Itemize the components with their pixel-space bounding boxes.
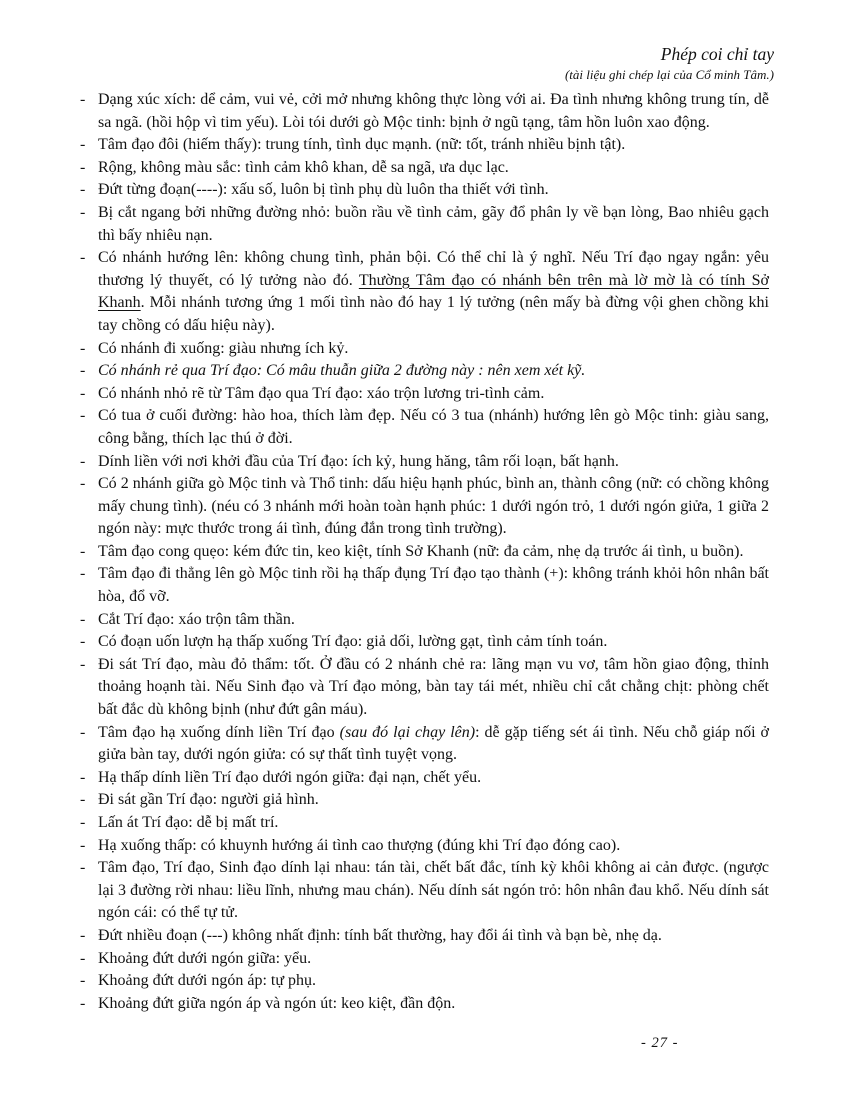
- text-segment-normal: Có nhánh hướng lên: không chung tình, phản bội. Có thể chỉ là ý nghĩ. Nếu Trí đạo ngay ngắn: yêu thương lý thuyết, có lý tưởng nào đó.: [98, 249, 769, 289]
- text-segment-normal: Lấn át Trí đạo: dễ bị mất trí.: [98, 814, 279, 831]
- list-item: [79, 789, 769, 812]
- bullet-dash: -: [80, 339, 86, 357]
- list-item: [79, 360, 769, 383]
- list-item-text: [98, 159, 509, 176]
- text-segment-normal: Dính liền với nơi khởi đầu của Trí đạo: ích kỷ, hung hăng, tâm rối loạn, bất hạnh.: [98, 452, 619, 470]
- bullet-dash: -: [80, 610, 86, 628]
- text-segment-normal: Khoảng đứt dưới ngón áp: tự phụ.: [98, 972, 317, 990]
- list-item: [79, 609, 769, 632]
- bullet-dash: -: [80, 475, 86, 493]
- list-item: [79, 563, 769, 608]
- list-item-text: [98, 633, 607, 650]
- bullet-dash: -: [80, 859, 86, 877]
- list-item: [79, 541, 769, 564]
- list-item: [79, 812, 769, 835]
- list-item-text: [98, 340, 348, 357]
- bullet-dash: -: [80, 655, 86, 673]
- list-item: [79, 835, 769, 858]
- bullet-list: [79, 89, 769, 1015]
- text-segment-normal: Tâm đạo, Trí đạo, Sinh đạo dính lại nhau: tán tài, chết bất đắc, tính kỳ khôi không ai cản được. (ngược lại 3 đường rời nhau: liều lĩnh, nhưng mau chán). Nếu dính sát ngón trỏ: hôn nhân đau khổ. Nếu dính sát ngón cái: có thể tự tử.: [98, 859, 769, 922]
- list-item: [79, 857, 769, 925]
- list-item: [79, 451, 769, 474]
- bullet-dash: -: [80, 633, 86, 651]
- bullet-dash: -: [80, 452, 86, 470]
- text-segment-normal: Đứt nhiều đoạn (---) không nhất định: tính bất thường, hay đổi ái tình và bạn bè, nhẹ dạ.: [98, 926, 662, 944]
- text-segment-normal: Có đoạn uốn lượn hạ thấp xuống Trí đạo: giả dối, lường gạt, tình cảm tính toán.: [98, 633, 608, 651]
- text-segment-normal: Tâm đạo hạ xuống dính liền Trí đạo: [98, 723, 340, 741]
- list-item-text: [98, 724, 769, 764]
- bullet-dash: -: [80, 791, 86, 809]
- bullet-dash: -: [80, 384, 86, 402]
- list-item-text: [98, 950, 311, 967]
- list-item-text: [98, 362, 585, 379]
- list-item: [79, 993, 769, 1016]
- text-segment-normal: Đứt từng đoạn(----): xấu số, luôn bị tình phụ dù luôn tha thiết với tình.: [98, 181, 549, 199]
- bullet-dash: -: [80, 91, 86, 108]
- text-segment-normal: Tâm đạo đi thẳng lên gò Mộc tinh rồi hạ thấp đụng Trí đạo tạo thành (+): không tránh khỏi hôn nhân bất hòa, đổ vỡ.: [98, 565, 769, 606]
- bullet-dash: -: [80, 836, 86, 854]
- list-item-text: [98, 995, 455, 1012]
- text-segment-normal: Rộng, không màu sắc: tình cảm khô khan, dễ sa ngã, ưa dục lạc.: [98, 158, 509, 176]
- page-number: - 27 -: [641, 1035, 679, 1051]
- list-item: [79, 179, 769, 202]
- text-segment-normal: : dễ gặp tiếng sét ái tình. Nếu chỗ giáp nối ở giửa bàn tay, dưới ngón giửa: có sự thất tình tuyệt vọng.: [98, 723, 769, 764]
- text-segment-italic: (sau đó lại chạy lên): [339, 723, 476, 741]
- bullet-dash: -: [80, 994, 86, 1012]
- list-item-text: [98, 656, 769, 718]
- list-item: [79, 631, 769, 654]
- list-item-text: [98, 407, 769, 447]
- list-item: [79, 202, 769, 247]
- list-item: [79, 473, 769, 541]
- text-segment-normal: Tâm đạo đôi (hiếm thấy): trung tính, tình dục mạnh. (nữ: tốt, tránh nhiều bịnh tật).: [98, 136, 626, 154]
- bullet-dash: -: [80, 362, 86, 380]
- list-item-text: [98, 611, 295, 628]
- text-segment-italic: Có nhánh rẻ qua Trí đạo: Có mâu thuẫn giữa 2 đường này : nên xem xét kỹ.: [98, 362, 586, 380]
- list-item: [79, 383, 769, 406]
- list-item-text: [98, 791, 319, 808]
- text-segment-normal: Khoảng đứt dưới ngón giữa: yểu.: [98, 949, 312, 967]
- list-item-text: [98, 204, 769, 244]
- text-segment-normal: Có tua ở cuối đường: hào hoa, thích làm đẹp. Nếu có 3 tua (nhánh) hướng lên gò Mộc tinh: giàu sang, công bằng, thích lạc thú ở đời.: [98, 407, 769, 447]
- text-segment-normal: Cắt Trí đạo: xáo trộn tâm thần.: [98, 610, 295, 628]
- bullet-dash: -: [80, 949, 86, 967]
- text-segment-normal: Tâm đạo cong quẹo: kém đức tin, keo kiệt, tính Sở Khanh (nữ: đa cảm, nhẹ dạ trước ái tình, u buồn).: [98, 542, 744, 560]
- bullet-dash: -: [80, 926, 86, 944]
- bullet-dash: -: [80, 181, 86, 199]
- bullet-dash: -: [80, 542, 86, 560]
- list-item-text: [98, 475, 769, 537]
- document-subtitle: (tài liệu ghi chép lại của Cổ minh Tâm.): [564, 66, 774, 82]
- text-segment-normal: . Mỗi nhánh tương ứng 1 mối tình nào đó hay 1 lý tưởng (nên mấy bà đừng vội ghen chồng khi tay chồng có dấu hiệu này).: [98, 294, 769, 334]
- bullet-dash: -: [80, 814, 86, 831]
- list-item-text: [98, 972, 316, 989]
- list-item: [79, 89, 769, 134]
- text-segment-normal: Đi sát Trí đạo, màu đỏ thẩm: tốt. Ở đầu có 2 nhánh chẻ ra: lãng mạn vu vơ, tâm hồn giao động, thỉnh thoảng hoạnh tài. Nếu Sinh đạo và Trí đạo mỏng, bàn tay tái mét, nhiều chỉ cắt chằng chịt: phòng chết bất đắc dù không bịnh (như đứt gân máu).: [98, 655, 769, 719]
- document-body: [79, 89, 769, 1015]
- text-segment-normal: Đi sát gần Trí đạo: người giả hình.: [98, 791, 319, 809]
- list-item-text: [98, 565, 769, 605]
- list-item: [79, 134, 769, 157]
- list-item: [79, 157, 769, 180]
- list-item-text: [98, 181, 549, 198]
- text-segment-normal: Dạng xúc xích: dể cảm, vui vẻ, cởi mở nhưng không thực lòng với ai. Đa tình nhưng không trung tín, dễ sa ngã. (hồi hộp vì tim yếu). Lòi tói dưới gò Mộc tinh: bịnh ở ngũ tạng, tâm hồn luôn xao động.: [98, 91, 769, 131]
- bullet-dash: -: [80, 136, 86, 154]
- list-item: [79, 767, 769, 790]
- list-item: [79, 654, 769, 722]
- bullet-dash: -: [80, 407, 86, 425]
- bullet-dash: -: [80, 723, 86, 741]
- list-item-text: [98, 859, 769, 921]
- bullet-dash: -: [80, 249, 86, 267]
- list-item-text: [98, 91, 769, 131]
- list-item-text: [98, 136, 625, 153]
- bullet-dash: -: [80, 203, 86, 221]
- list-item: [79, 970, 769, 993]
- list-item-text: [98, 453, 619, 470]
- text-segment-normal: Có nhánh nhỏ rẽ từ Tâm đạo qua Trí đạo: xáo trộn lương tri-tình cảm.: [98, 384, 545, 402]
- bullet-dash: -: [80, 565, 86, 583]
- list-item-text: [98, 837, 620, 854]
- list-item: [79, 948, 769, 971]
- bullet-dash: -: [80, 158, 86, 176]
- bullet-dash: -: [80, 972, 86, 990]
- list-item: [79, 338, 769, 361]
- list-item-text: [98, 249, 769, 334]
- list-item: [79, 925, 769, 948]
- text-segment-underline: Thường Tâm đạo có nhánh bên trên mà lờ mờ là có tính Sở Khanh: [98, 271, 770, 312]
- list-item-text: [98, 814, 278, 831]
- list-item: [79, 722, 769, 767]
- document-title: Phép coi chỉ tay: [660, 44, 774, 64]
- list-item-text: [98, 769, 481, 786]
- text-segment-normal: Có 2 nhánh giữa gò Mộc tinh và Thổ tinh: dấu hiệu hạnh phúc, bình an, thành công (nữ: có chồng không mấy chung tình). (néu có 3 nhánh mới hoàn toàn hạnh phúc: 1 dưới ngón trỏ, 1 dưới ngón giửa, 1 giữa 2 ngón này: mực thước trong ái tình, đúng đắn trong tình trường).: [98, 475, 769, 538]
- text-segment-normal: Có nhánh đi xuống: giàu nhưng ích kỷ.: [98, 339, 349, 357]
- text-segment-normal: Bị cắt ngang bởi những đường nhỏ: buồn rầu về tình cảm, gãy đổ phân ly về bạn lòng, Bao nhiêu gạch thì bấy nhiêu nạn.: [98, 203, 769, 244]
- list-item-text: [98, 927, 662, 944]
- text-segment-normal: Hạ xuống thấp: có khuynh hướng ái tình cao thượng (đúng khi Trí đạo đóng cao).: [98, 836, 621, 854]
- page-footer: [641, 1035, 678, 1052]
- text-segment-normal: Khoảng đứt giữa ngón áp và ngón út: keo kiệt, đần độn.: [98, 994, 456, 1012]
- text-segment-normal: Hạ thấp dính liền Trí đạo dưới ngón giữa: đại nạn, chết yểu.: [98, 768, 482, 786]
- bullet-dash: -: [80, 768, 86, 786]
- list-item-text: [98, 543, 743, 560]
- list-item: [79, 405, 769, 450]
- list-item-text: [98, 385, 544, 402]
- page-header: [565, 44, 774, 83]
- list-item: [79, 247, 769, 337]
